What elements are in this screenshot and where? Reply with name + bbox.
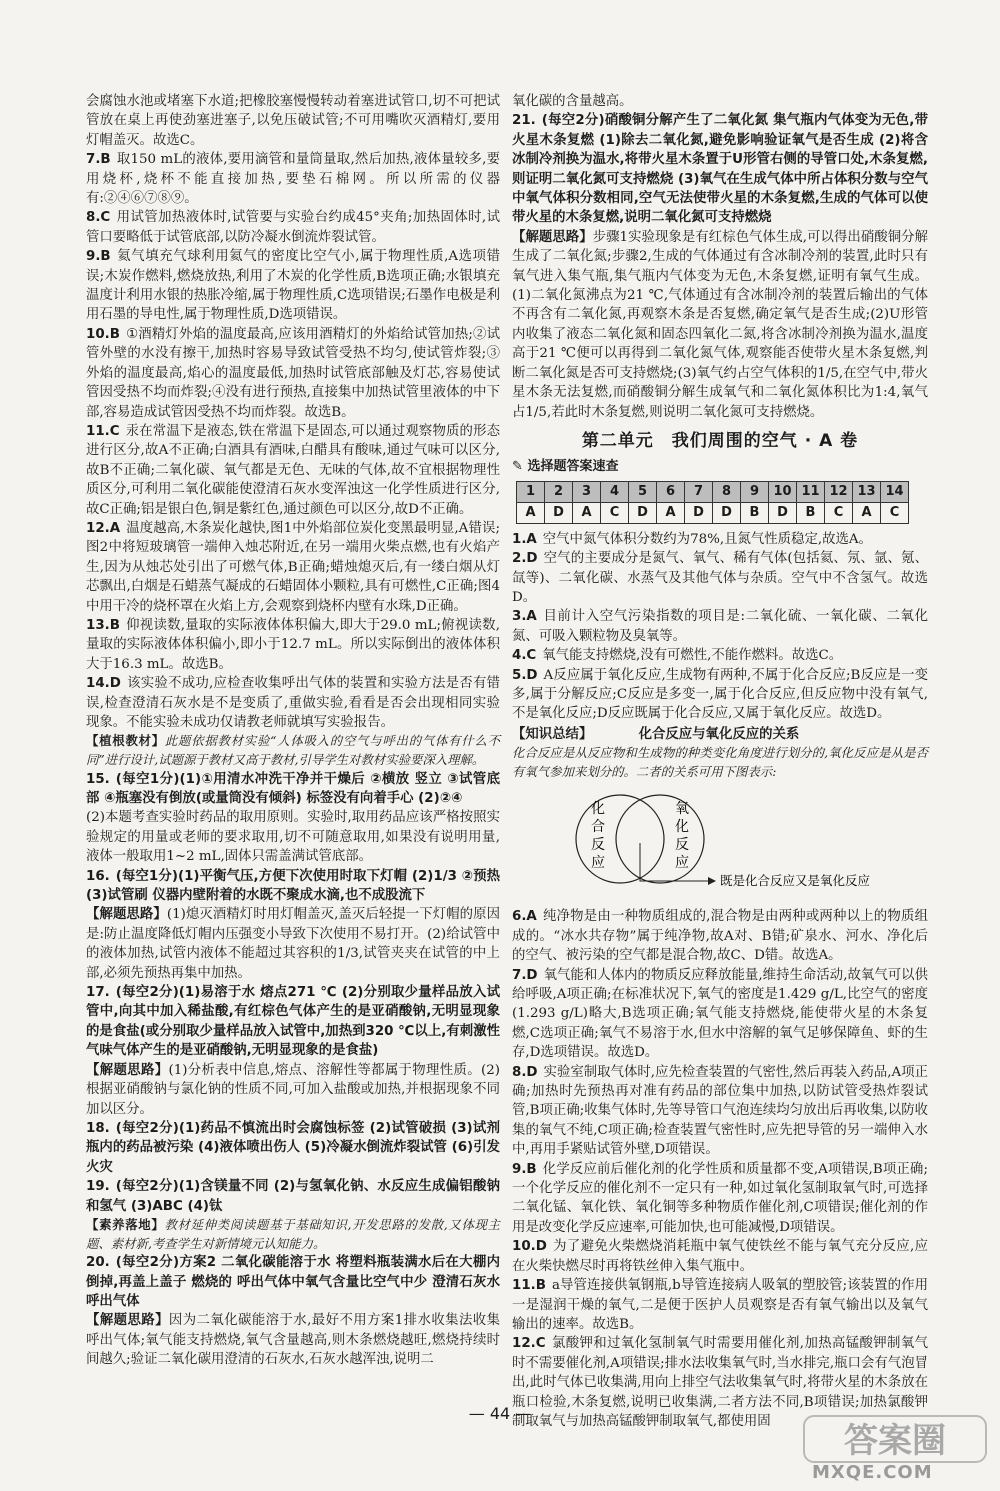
left-note (86, 1216, 500, 1253)
answer-cell: C (601, 502, 629, 523)
answer-number: 13.B (86, 617, 120, 633)
question-number-cell: 3 (573, 481, 601, 502)
right-top-answers (512, 92, 928, 422)
quick-answer-header (512, 457, 928, 476)
right-mid-answers (512, 530, 928, 724)
question-number-cell: 8 (713, 481, 741, 502)
right-mid-item (512, 607, 928, 646)
left-item (86, 770, 500, 809)
unit-title: 第二单元 我们周围的空气 · A 卷 (581, 430, 859, 451)
analysis-tag: 【解题思路】 (86, 1313, 169, 1329)
left-item (86, 616, 500, 674)
left-item (86, 247, 500, 325)
answer-number: 21. (512, 113, 536, 129)
venn-left-char: 合 (591, 819, 605, 836)
note-tag: 【植根教材】 (86, 733, 165, 749)
answer-cell: B (741, 502, 769, 523)
venn-caption: 既是化合反应又是氧化反应 (720, 873, 871, 889)
venn-arrow-icon (708, 877, 716, 885)
answer-number: 10.B (86, 326, 120, 342)
explanation-text: 会腐蚀水池或堵塞下水道;把橡胶塞慢慢转动着塞进试管口,切不可把试管放在桌上再使劲塞进塞子,以免压破试管;不可用嘴吹灭酒精灯,要用灯帽盖灭。故选C。 (86, 94, 500, 148)
answer-number: 11.C (86, 423, 120, 439)
explanation-text: 汞在常温下是液态,铁在常温下是固态,可以通过观察物质的形态进行区分,故A不正确;白酒具有酒味,白醋具有酸味,通过气味可以区分,故B不正确;二氧化碳、氧气都是无色、无味的气体,故不宜根据物理性质区分,可利用二氧化碳能使澄清石灰水变浑浊这一化学性质进行区分,故C正确;铝是银白色,铜是紫红色,通过颜色可以区分,故D不正确。 (86, 423, 500, 517)
right-bottom-item (512, 1160, 928, 1238)
question-number-cell: 14 (881, 481, 909, 502)
answer-key-text: (每空2分)(1)含镁量不同 (2)与氢氧化钠、水反应生成偏铝酸钠和氢气 (3)ABC (4)钛 (86, 1179, 500, 1214)
watermark-domain: MXQE.COM (812, 1462, 933, 1483)
explanation-text: (2)本题考查实验时药品的取用原则。实验时,取用药品应该严格按照实验规定的用量或老师的要求取用,切不可随意取用,如果没有说明用量,液体一般取用1~2 mL,固体只需盖满试管底部。 (86, 810, 500, 865)
question-number-cell: 13 (853, 481, 881, 502)
answer-cell: A (573, 502, 601, 523)
left-note (86, 732, 500, 769)
answer-cell: D (685, 502, 713, 523)
answer-number: 12.A (86, 520, 121, 536)
venn-diagram (512, 783, 928, 903)
question-number-cell: 11 (797, 481, 825, 502)
answer-cell: D (545, 502, 573, 523)
note-text: 此题依据教材实验“人体吸入的空气与呼出的气体有什么不同”进行设计,试题源于教材又高于教材,引导学生对教材实验要深入理解。 (86, 733, 500, 767)
venn-right-char: 氧 (675, 801, 689, 818)
answer-table-numbers (517, 481, 909, 502)
venn-svg (512, 783, 928, 903)
answer-number: 9.B (86, 249, 111, 265)
explanation-text: 步骤1实验现象是有红棕色气体生成,可以得出硝酸铜分解生成了二氧化氮;步骤2,生成的气体通过有含冰制冷剂的装置,此时只有氧气进入集气瓶,集气瓶内气体变为无色,木条复燃,证明有氧气生成。(1)二氧化氮沸点为21 ℃,气体通过有含冰制冷剂的装置后输出的气体不再含有二氧化氮,再观察木条是否复燃,确定氧气是否生成;(2)U形管内收集了液态二氧化氮和固态四氧化二氮,将含冰制冷剂换为温水,温度高于21 ℃便可以再得到二氧化氮气体,观察能否使带火星木条复燃,判断二氧化氮是否可支持燃烧;(3)氧气约占空气体积的1/5,在空气中,带火星木条无法复燃,而硝酸铜分解生成氧气和二氧化氮体积比为1:4,氧气占1/5,若此时木条复燃,则说明二氧化氮可支持燃烧。 (512, 229, 928, 420)
explanation-text: 氦气填充气球利用氦气的密度比空气小,属于物理性质,A选项错误;木炭作燃料,燃烧放热,利用了木炭的化学性质,B选项正确;水银填充温度计利用水银的热胀冷缩,属于物理性质,C选项错误;石墨作电极是利用石墨的导电性,属于物理性质,D选项错误。 (86, 249, 500, 323)
page-number: — 44 — (468, 1404, 532, 1423)
answer-cell: D (713, 502, 741, 523)
explanation-text: 化学反应前后催化剂的化学性质和质量都不变,A项错误,B项正确;一个化学反应的催化剂不一定只有一种,如过氧化氢制取氧气时,可选择二氧化锰、氧化铁、氧化铜等多种物质作催化剂,C项错误;催化剂的作用是改变化学反应速率,可能加快,也可能减慢,D项错误。 (512, 1161, 928, 1235)
explanation-text: 该实验不成功,应检查收集呼出气体的装置和实验方法是否有错误,检查澄清石灰水是不是变质了,重做实验,看看是否会出现相同实验现象。不能实验未成功仅请教老师就填写实验报告。 (86, 676, 500, 730)
analysis-tag: 【解题思路】 (512, 229, 593, 245)
answer-cell: A (657, 502, 685, 523)
right-bottom-answers (512, 907, 928, 1431)
answer-cell: D (769, 502, 797, 523)
answer-number: 15. (86, 771, 110, 787)
answer-cell: C (881, 502, 909, 523)
question-number-cell: 1 (517, 481, 545, 502)
explanation-text: 用试管加热液体时,试管要与实验台约成45°夹角;加热固体时,试管口要略低于试管底部,以防冷凝水倒流炸裂试管。 (86, 210, 500, 245)
question-number-cell: 10 (769, 481, 797, 502)
right-mid-item (512, 646, 928, 665)
explanation-text: ①酒精灯外焰的温度最高,应该用酒精灯的外焰给试管加热;②试管外壁的水没有擦干,加热时容易导致试管受热不均匀,使试管炸裂;③外焰的温度最高,焰心的温度最低,加热时试管底部触及灯芯,容易使试管因受热不均而炸裂;④没有进行预热,直接集中加热试管里液体的中下部,容易造成试管因受热不均而炸裂。故选B。 (86, 326, 500, 420)
explanation-text: (1)分析表中信息,熔点、溶解性等都属于物理性质。(2)根据亚硝酸钠与氯化钠的性质不同,可加入盐酸或加热,并根据现象不同加以区分。 (86, 1062, 500, 1117)
right-mid-item (512, 530, 928, 549)
answer-number: 20. (86, 1255, 110, 1271)
knowledge-title: 化合反应与氧化反应的关系 (638, 726, 800, 742)
question-number-cell: 6 (657, 481, 685, 502)
explanation-text: (1)熄灭酒精灯时用灯帽盖灭,盖灭后轻提一下灯帽的原因是:防止温度降低灯帽内压强变小导致下次使用不易打开。(2)给试管中的液体加热,试管内液体不能超过其容积的1/3,试管夹夹在试管的中上部,必须先预热再集中加热。 (86, 907, 501, 981)
question-number-cell: 9 (741, 481, 769, 502)
explanation-text: 因为二氧化碳能溶于水,最好不用方案1排水收集法收集呼出气体;氧气能支持燃烧,氧气含量越高,则木条燃烧越旺,燃烧持续时间越久;验证二氧化碳用澄清的石灰水,石灰水越浑浊,说明二 (86, 1313, 500, 1368)
answer-key-text: (每空2分)方案2 二氧化碳能溶于水 将塑料瓶装满水后在大棚内倒掉,再盖上盖子 燃烧的 呼出气体中氧气含量比空气中少 澄清石灰水 呼出气体 (86, 1255, 500, 1309)
answer-key-text: (每空2分)硝酸铜分解产生了二氧化氮 集气瓶内气体变为无色,带火星木条复燃 (1)除去二氧化氮,避免影响验证氧气是否生成 (2)将含冰制冷剂换为温水,将带火星木条置于U形管右侧的导管口处,木条复燃,则证明二氧化氮可支持燃烧 (3)氧气在生成气体中所占体积分数与空气中氧气体积分数相同,空气无法使带火星的木条复燃,生成的气体可以使带火星的木条复燃,说明二氧化氮可支持燃烧 (512, 113, 928, 226)
quick-answer-label: 选择题答案速查 (527, 459, 619, 475)
answer-number: 10.D (512, 1239, 547, 1255)
knowledge-text: 化合反应是从反应物和生成物的种类变化角度进行划分的,氧化反应是从是否有氧气参加来划分的。二者的关系可用下图表示: (512, 745, 928, 779)
venn-circle-oxidation (616, 795, 704, 883)
explanation-text: 空气的主要成分是氮气、氧气、稀有气体(包括氦、氖、氩、氪、氙等)、二氧化碳、水蒸气及其他气体与杂质。空气中不含氢气。故选D。 (512, 551, 928, 605)
left-item (86, 422, 500, 519)
explanation-text: 纯净物是由一种物质组成的,混合物是由两种或两种以上的物质组成的。“冰水共存物”属于纯净物,故A对、B错;矿泉水、河水、净化后的空气、被污染的空气都是混合物,故C、D错。故选A。 (512, 909, 928, 964)
svg-text:答案圈: 答案圈 (844, 1421, 946, 1461)
right-column (512, 92, 928, 1431)
right-mid-item (512, 666, 928, 724)
right-bottom-item (512, 1237, 928, 1276)
answer-number: 6.A (512, 909, 537, 925)
left-item (86, 674, 500, 732)
answer-cell: A (517, 502, 545, 523)
answer-number: 7.B (86, 152, 111, 168)
answer-number: 2.D (512, 551, 538, 567)
answer-key-text: (每空2分)(1)易溶于水 熔点271 ℃ (2)分别取少量样品放入试管中,向其中加入稀盐酸,有红棕色气体产生的是亚硝酸钠,无明显现象的是食盐(或分别取少量样品放入试管中,加热到320 ℃以上,有刺激性气味气体产生的是亚硝酸钠,无明显现象的是食盐) (86, 985, 500, 1059)
explanation-text: 氧化碳的含量越高。 (512, 94, 633, 109)
question-number-cell: 4 (601, 481, 629, 502)
answer-key-text: (每空2分)(1)药品不慎流出时会腐蚀标签 (2)试管破损 (3)试剂瓶内的药品被污染 (4)液体喷出伤人 (5)冷凝水倒流炸裂试管 (6)引发火灾 (86, 1120, 500, 1175)
explanation-text: 取150 mL的液体,要用滴管和量筒量取,然后加热,液体量较多,要用烧杯,烧杯不能直接加热,要垫石棉网。所以所需的仪器有:②④⑥⑦⑧⑨。 (86, 152, 500, 207)
answer-number: 5.D (512, 667, 538, 683)
left-item (86, 208, 500, 247)
answer-number: 1.A (512, 531, 537, 547)
answer-number: 19. (86, 1179, 110, 1195)
explanation-text: 仰视读数,量取的实际液体体积偏大,即大于29.0 mL;俯视读数,量取的实际液体体积偏小,即小于12.7 mL。所以实际倒出的液体体积大于16.3 mL。故选B。 (86, 617, 500, 672)
left-item (86, 905, 500, 983)
explanation-text: 空气中氮气体积分数约为78%,且氮气性质稳定,故选A。 (542, 531, 872, 547)
left-item (86, 325, 500, 422)
question-number-cell: 12 (825, 481, 853, 502)
venn-right-char: 反 (675, 837, 689, 854)
pencil-icon: ✎ (512, 459, 523, 475)
knowledge-tag: 【知识总结】 (512, 726, 593, 742)
right-top-item (512, 92, 928, 111)
left-item (86, 519, 500, 616)
left-item (86, 1311, 500, 1369)
answer-number: 7.D (512, 967, 538, 983)
right-bottom-item (512, 1063, 928, 1160)
explanation-text: 氯酸钾和过氧化氢制氧气时需要用催化剂,加热高锰酸钾制氧气时不需要催化剂,A项错误;排水法收集氧气时,当水排完,瓶口会有气泡冒出,此时气体已收集满,用向上排空气法收集氧气时,将带火星的木条放在瓶口检验,木条复燃,说明已收集满,二者方法不同,B项错误;加热氯酸钾制取氧气与加热高锰酸钾制取氧气,都使用固 (512, 1336, 928, 1429)
explanation-text: 目前计入空气污染指数的项目是:二氧化硫、一氧化碳、二氧化氮、可吸入颗粒物及臭氧等。 (512, 609, 928, 644)
question-number-cell: 2 (545, 481, 573, 502)
answer-number: 8.D (512, 1064, 538, 1080)
left-item (86, 150, 500, 208)
note-tag: 【素养落地】 (86, 1216, 165, 1232)
answer-number: 16. (86, 868, 110, 884)
left-item (86, 92, 500, 150)
explanation-text: a导管连接供氧钢瓶,b导管连接病人吸氧的塑胶管;该装置的作用一是湿润干燥的氧气,二是便于医护人员观察是否有氧气输出以及氧气输出的速率。故选B。 (512, 1278, 928, 1332)
answer-cell: C (825, 502, 853, 523)
venn-left-char: 应 (591, 855, 605, 872)
left-item (86, 1119, 500, 1177)
left-column (86, 92, 500, 1370)
right-bottom-item (512, 1276, 928, 1334)
question-number-cell: 5 (629, 481, 657, 502)
left-item (86, 1061, 500, 1119)
explanation-text: 实验室制取气体时,应先检查装置的气密性,然后再装入药品,A项正确;加热时先预热再对准有药品的部位集中加热,以防试管受热炸裂试管,B项正确;收集气体时,先等导管口气泡连续均匀放出后再收集,以防收集的氧气不纯,C项正确;检查装置气密性时,应先把导管的另一端伸入水中,再用手紧贴试管外壁,D项错误。 (512, 1064, 928, 1158)
answer-number: 9.B (512, 1161, 537, 1177)
answer-number: 12.C (512, 1336, 546, 1352)
venn-left-char: 反 (591, 837, 605, 854)
answer-number: 14.D (86, 676, 121, 692)
answer-number: 18. (86, 1120, 110, 1136)
venn-circle-combination (576, 795, 664, 883)
venn-left-label (591, 801, 605, 871)
answer-cell: D (629, 502, 657, 523)
note-text: 教材延伸类阅读题基于基础知识,开发思路的发散,又体现主题、素材新,考查学生对新情境元认知能力。 (86, 1216, 500, 1251)
explanation-text: 氧气能支持燃烧,没有可燃性,不能作燃料。故选C。 (542, 648, 843, 664)
answer-key-text: (每空1分)(1)①用清水冲洗干净并干燥后 ②横放 竖立 ③试管底部 ④瓶塞没有倒放(或量筒没有倾斜) 标签没有向着手心 (2)②④ (86, 771, 500, 806)
answer-number: 3.A (512, 609, 537, 625)
venn-left-char: 化 (591, 801, 605, 818)
right-top-item (512, 228, 928, 422)
answer-table (516, 481, 909, 524)
right-bottom-item (512, 966, 928, 1063)
question-number-cell: 7 (685, 481, 713, 502)
answer-table-answers (517, 502, 909, 523)
right-top-item (512, 111, 928, 227)
venn-right-label (675, 801, 689, 871)
venn-right-char: 应 (675, 855, 689, 872)
knowledge-summary-heading (512, 725, 928, 744)
left-item (86, 808, 500, 866)
left-item (86, 867, 500, 906)
answer-cell: A (853, 502, 881, 523)
venn-right-char: 化 (675, 819, 689, 836)
explanation-text: 为了避免火柴燃烧消耗瓶中氧气使铁丝不能与氧气充分反应,应在火柴快燃尽时再将铁丝伸入集气瓶中。 (512, 1239, 928, 1274)
left-item (86, 1253, 500, 1311)
explanation-text: A反应属于氧化反应,生成物有两种,不属于化合反应;B反应是一变多,属于分解反应;C反应是多变一,属于化合反应,但反应物中没有氧气,不是氧化反应;D反应既属于化合反应,又属于氧化反应。故选D。 (512, 667, 928, 722)
right-mid-item (512, 549, 928, 607)
explanation-text: 氧气能和人体内的物质反应释放能量,维持生命活动,故氧气可以供给呼吸,A项正确;在标准状况下,氧气的密度是1.429 g/L,比空气的密度(1.293 g/L)略大,B选项正确;氧气能支持燃烧,能使带火星的木条复燃,C选项正确;氧气不易溶于水,但水中溶解的氧气足够保障鱼、虾的生存,D选项错误。故选D。 (512, 967, 928, 1061)
answer-key-text: (每空1分)(1)平衡气压,方便下次使用时取下灯帽 (2)1/3 ②预热 (3)试管刷 仪器内壁附着的水既不聚成水滴,也不成股流下 (86, 868, 500, 904)
explanation-text: 温度越高,木条炭化越快,图1中外焰部位炭化变黑最明显,A错误;图2中将短玻璃管一端伸入烛芯附近,在另一端用火柴点燃,也有火焰产生,因为从烛芯处引出了可燃气体,B正确;蜡烛熄灭后,有一缕白烟从灯芯飘出,白烟是石蜡蒸气凝成的石蜡固体小颗粒,具有可燃性,C正确;图4中用干冷的烧杯罩在火焰上方,会观察到烧杯内壁有水珠,D正确。 (86, 520, 500, 614)
analysis-tag: 【解题思路】 (86, 907, 167, 923)
answer-number: 8.C (86, 210, 111, 226)
answer-number: 11.B (512, 1278, 546, 1294)
right-bottom-item (512, 907, 928, 965)
answer-cell: B (797, 502, 825, 523)
left-item (86, 1177, 500, 1216)
answer-number: 4.C (512, 648, 537, 664)
analysis-tag: 【解题思路】 (86, 1062, 169, 1078)
answer-number: 17. (86, 985, 110, 1001)
left-item (86, 983, 500, 1061)
